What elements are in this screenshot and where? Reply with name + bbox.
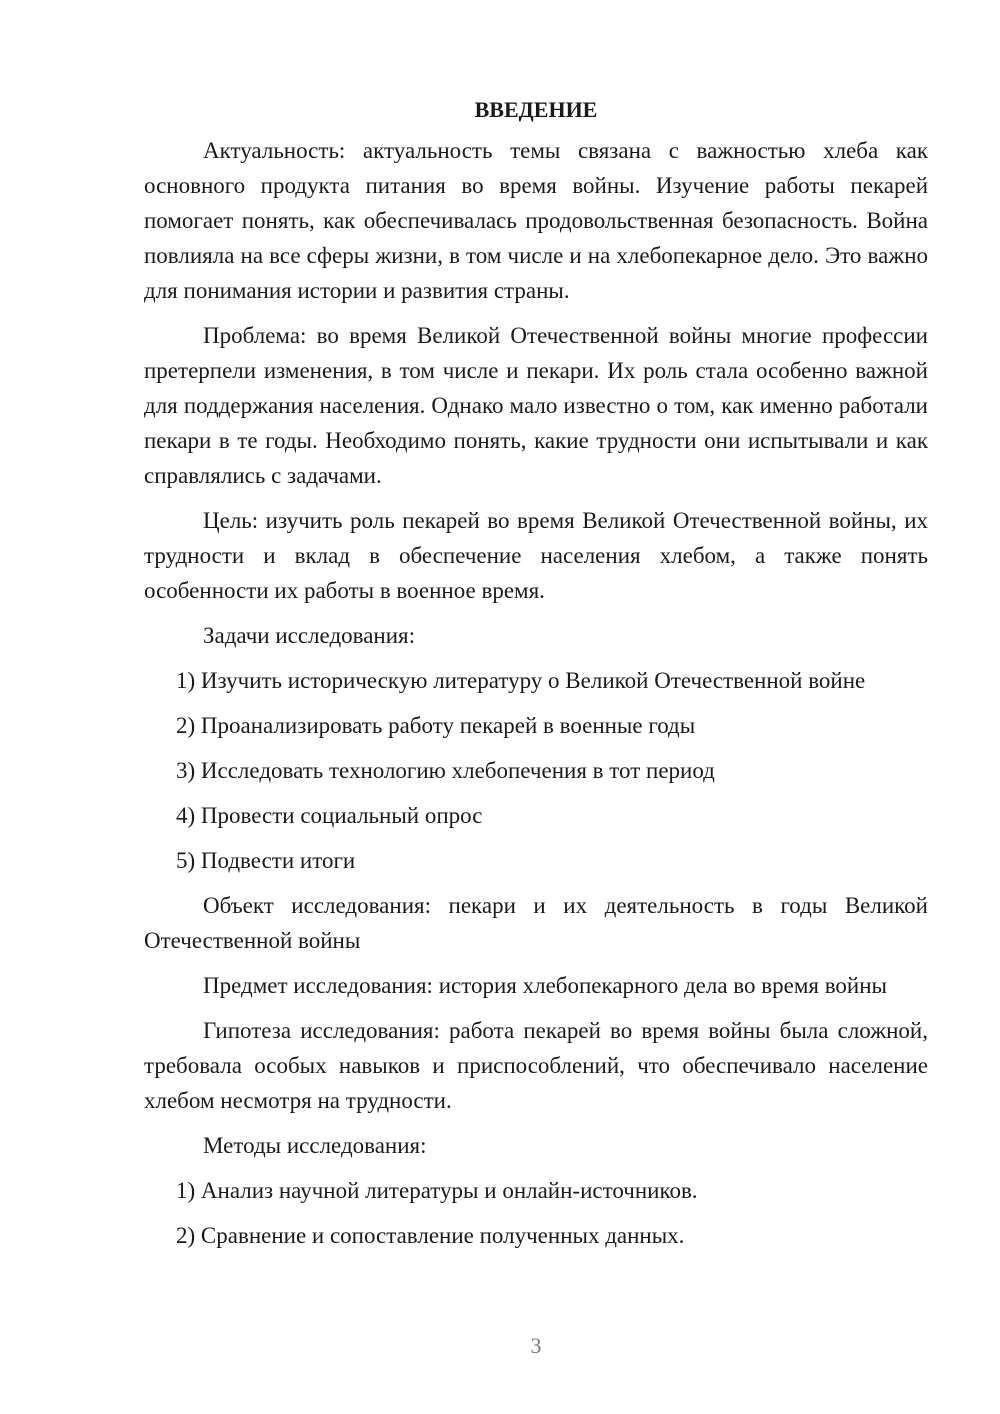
paragraph-subject: Предмет исследования: история хлебопекарного дела во время войны xyxy=(203,973,887,998)
list-item: 4) Провести социальный опрос xyxy=(176,803,483,828)
paragraph-relevance: Актуальность: актуальность темы связана с важностью хлеба как основного продукта питания во время войны. Изучение работы пекарей помогает понять, как обеспечивалась продовольственная безопасность. Война повлияла на все сферы жизни, в том числе и на хлебопекарное дело. Это важно для понимания истории и развития страны. xyxy=(144,138,928,303)
list-item: 3) Исследовать технологию хлебопечения в тот период xyxy=(176,758,715,783)
tasks-list xyxy=(144,663,928,878)
list-item: 2) Проанализировать работу пекарей в военные годы xyxy=(176,713,696,738)
paragraph-hypothesis: Гипотеза исследования: работа пекарей во время войны была сложной, требовала особых навыков и приспособлений, что обеспечивало население хлебом несмотря на трудности. xyxy=(144,1018,928,1113)
list-item: 2) Сравнение и сопоставление полученных данных. xyxy=(176,1223,685,1248)
methods-list xyxy=(144,1173,928,1253)
page-content xyxy=(144,96,928,1263)
paragraph-problem: Проблема: во время Великой Отечественной войны многие профессии претерпели изменения, в том числе и пекари. Их роль стала особенно важной для поддержания населения. Однако мало известно о том, как именно работали пекари в те годы. Необходимо понять, какие трудности они испытывали и как справлялись с задачами. xyxy=(144,323,928,488)
paragraph-goal: Цель: изучить роль пекарей во время Великой Отечественной войны, их трудности и вклад в обеспечение населения хлебом, а также понять особенности их работы в военное время. xyxy=(144,508,928,603)
paragraph-object: Объект исследования: пекари и их деятельность в годы Великой Отечественной войны xyxy=(144,893,928,953)
list-item: 1) Анализ научной литературы и онлайн-источников. xyxy=(176,1178,698,1203)
tasks-heading: Задачи исследования: xyxy=(203,623,416,648)
page-title: ВВЕДЕНИЕ xyxy=(474,97,598,122)
list-item: 1) Изучить историческую литературу о Великой Отечественной войне xyxy=(176,668,866,693)
page-number: 3 xyxy=(530,1333,542,1358)
list-item: 5) Подвести итоги xyxy=(176,848,356,873)
methods-heading: Методы исследования: xyxy=(203,1133,427,1158)
